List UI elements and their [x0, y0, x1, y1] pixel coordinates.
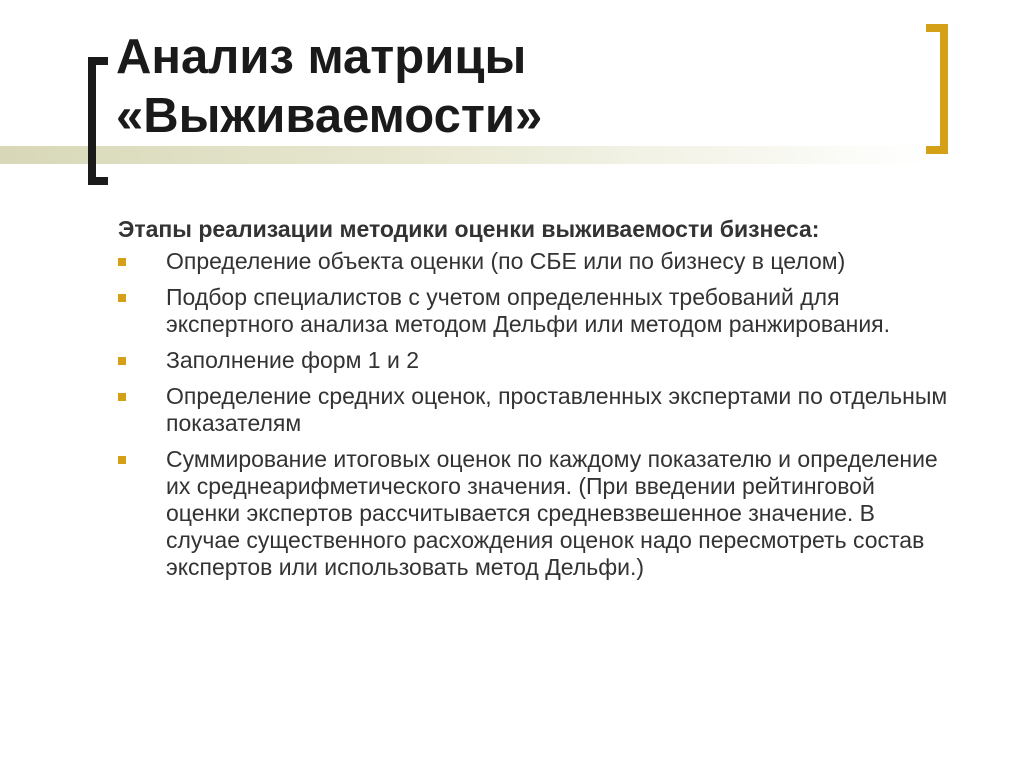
square-bullet-icon — [118, 294, 126, 302]
square-bullet-icon — [118, 258, 126, 266]
slide-title-line-1: Анализ матрицы — [116, 30, 527, 84]
bullet-item — [118, 383, 948, 437]
bullet-item-text: Определение объекта оценки (по СБЕ или по бизнесу в целом) — [166, 248, 846, 274]
slide-title — [116, 28, 542, 146]
bullet-item-text: Суммирование итоговых оценок по каждому показателю и определение их среднеарифметического значения. (При введении рейтинговой оценки экспертов рассчитывается средневзвешенное значение. В случае существенного расхождения оценок надо пересмотреть состав экспертов или использовать метод Дельфи.) — [166, 446, 938, 580]
title-underline-rule — [0, 146, 930, 164]
bullet-item-text: Подбор специалистов с учетом определенных требований для экспертного анализа методом Дельфи или методом ранжирования. — [166, 284, 891, 337]
bullet-item — [118, 446, 948, 581]
square-bullet-icon — [118, 456, 126, 464]
bullet-item-text: Заполнение форм 1 и 2 — [166, 347, 419, 373]
right-bracket-decoration — [926, 24, 948, 154]
bullet-item — [118, 284, 948, 338]
left-bracket-decoration — [88, 57, 108, 185]
square-bullet-icon — [118, 393, 126, 401]
intro-text: Этапы реализации методики оценки выживаемости бизнеса: — [118, 216, 820, 242]
slide-body — [118, 216, 948, 590]
bullet-item — [118, 248, 948, 275]
bullet-item-text: Определение средних оценок, проставленных экспертами по отдельным показателям — [166, 383, 948, 436]
bullet-list — [118, 248, 948, 581]
bullet-item — [118, 347, 948, 374]
square-bullet-icon — [118, 357, 126, 365]
slide-header — [0, 0, 1024, 200]
slide-title-line-2: «Выживаемости» — [116, 89, 543, 143]
